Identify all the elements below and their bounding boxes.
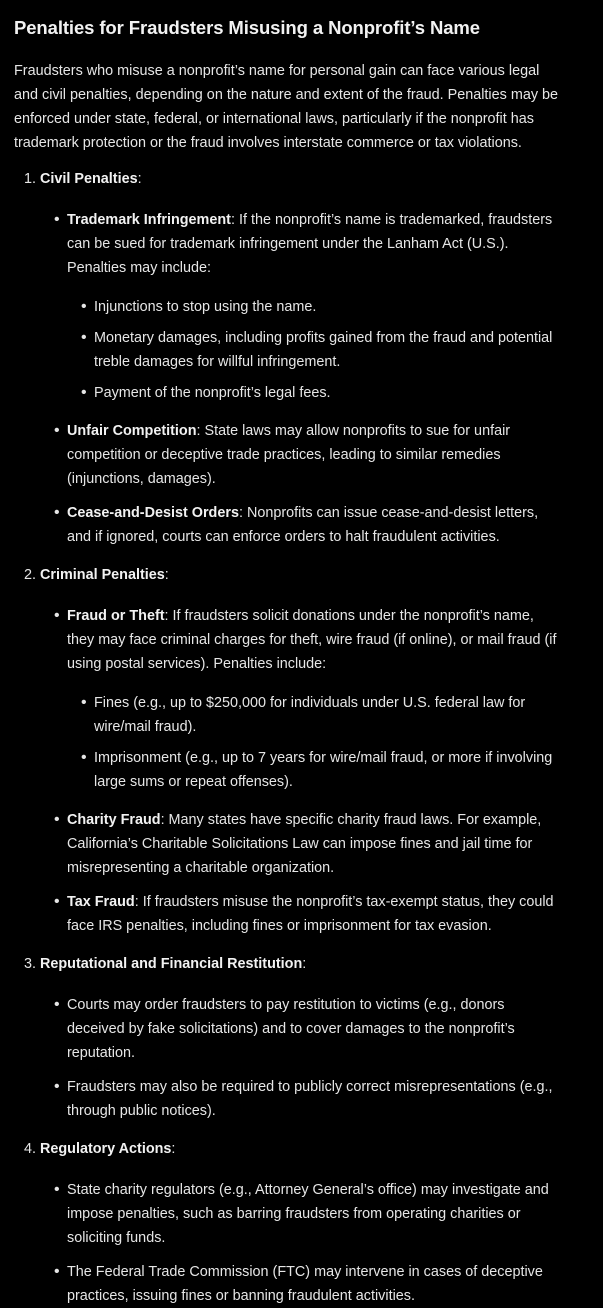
point-text: Fraudsters may also be required to publicly correct misrepresentations (e.g., through public notices). — [67, 1079, 553, 1119]
bullet-icon: • — [81, 298, 87, 315]
point-text: The Federal Trade Commission (FTC) may intervene in cases of deceptive practices, issuing fines or banning fraudulent activities. — [67, 1264, 543, 1304]
list-item — [40, 993, 563, 1065]
list-item — [40, 1260, 563, 1308]
page-title: Penalties for Fraudsters Misusing a Nonprofit’s Name — [14, 17, 480, 38]
sub-list — [67, 295, 563, 405]
section-number: 3. — [24, 956, 37, 972]
list-item — [40, 890, 563, 938]
list-item — [40, 1075, 563, 1123]
sections-list — [14, 167, 563, 1308]
point-term: Trademark Infringement — [67, 212, 231, 228]
sub-list-item — [67, 381, 563, 405]
bullet-icon: • — [54, 996, 60, 1013]
point-text: : Many states have specific charity fraud laws. For example, California’s Charitable Solicitations Law can impose fines and jail time for misrepresenting a charitable organization. — [67, 812, 542, 876]
section-heading: Reputational and Financial Restitution: — [40, 956, 307, 972]
sub-item-text: Injunctions to stop using the name. — [94, 299, 317, 315]
intro-paragraph: Fraudsters who misuse a nonprofit’s name for personal gain can face various legal and civil penalties, depending on the nature and extent of the fraud. Penalties may be enforced under state, federal, or international laws, particularly if the nonprofit has trademark protection or the fraud involves interstate commerce or tax violations. — [14, 63, 559, 151]
bullet-icon: • — [54, 893, 60, 910]
sub-item-text: Fines (e.g., up to $250,000 for individuals under U.S. federal law for wire/mail fraud). — [94, 695, 526, 735]
section-item — [14, 167, 563, 549]
point-text: : If fraudsters solicit donations under the nonprofit’s name, they may face criminal charges for theft, wire fraud (if online), or mail fraud (if using postal services). Penalties include: — [67, 608, 557, 672]
bullet-icon: • — [81, 384, 87, 401]
points-list — [40, 604, 563, 938]
points-list — [40, 208, 563, 549]
sub-list — [67, 691, 563, 794]
section-item — [14, 1137, 563, 1308]
section-heading-text: Reputational and Financial Restitution — [40, 956, 303, 972]
bullet-icon: • — [54, 1078, 60, 1095]
section-heading-text: Regulatory Actions — [40, 1141, 172, 1157]
section-item — [14, 563, 563, 938]
point-text: : Nonprofits can issue cease-and-desist letters, and if ignored, courts can enforce orders to halt fraudulent activities. — [67, 505, 539, 545]
point-term: Tax Fraud — [67, 894, 135, 910]
bullet-icon: • — [54, 504, 60, 521]
sub-list-item — [67, 295, 563, 319]
bullet-icon: • — [54, 422, 60, 439]
bullet-icon: • — [54, 811, 60, 828]
section-heading: Regulatory Actions: — [40, 1141, 176, 1157]
sub-item-text: Payment of the nonprofit’s legal fees. — [94, 385, 331, 401]
points-list — [40, 993, 563, 1123]
list-item — [40, 808, 563, 880]
section-heading: Civil Penalties: — [40, 171, 142, 187]
sub-item-text: Monetary damages, including profits gained from the fraud and potential treble damages for willful infringement. — [94, 330, 553, 370]
point-text: : If fraudsters misuse the nonprofit’s tax-exempt status, they could face IRS penalties, including fines or imprisonment for tax evasion. — [67, 894, 554, 934]
point-term: Unfair Competition — [67, 423, 197, 439]
sub-list-item — [67, 326, 563, 374]
section-item — [14, 952, 563, 1123]
section-heading-text: Civil Penalties — [40, 171, 138, 187]
bullet-icon: • — [54, 1181, 60, 1198]
list-item — [40, 1178, 563, 1250]
bullet-icon: • — [81, 329, 87, 346]
point-term: Charity Fraud — [67, 812, 161, 828]
bullet-icon: • — [81, 749, 87, 766]
bullet-icon: • — [54, 211, 60, 228]
list-item — [40, 419, 563, 491]
list-item — [40, 501, 563, 549]
section-heading-text: Criminal Penalties — [40, 567, 165, 583]
point-text: Courts may order fraudsters to pay restitution to victims (e.g., donors deceived by fake solicitations) and to cover damages to the nonprofit’s reputation. — [67, 997, 515, 1061]
bullet-icon: • — [54, 1263, 60, 1280]
bullet-icon: • — [81, 694, 87, 711]
section-number: 2. — [24, 567, 37, 583]
point-text: State charity regulators (e.g., Attorney General’s office) may investigate and impose penalties, such as barring fraudsters from operating charities or soliciting funds. — [67, 1182, 549, 1246]
point-text: : If the nonprofit’s name is trademarked, fraudsters can be sued for trademark infringement under the Lanham Act (U.S.). Penalties may include: — [67, 212, 553, 276]
list-item — [40, 604, 563, 794]
section-number: 4. — [24, 1141, 37, 1157]
bullet-icon: • — [54, 607, 60, 624]
sub-list-item — [67, 746, 563, 794]
section-number: 1. — [24, 171, 37, 187]
section-heading: Criminal Penalties: — [40, 567, 169, 583]
sub-item-text: Imprisonment (e.g., up to 7 years for wire/mail fraud, or more if involving large sums or repeat offenses). — [94, 750, 553, 790]
list-item — [40, 208, 563, 405]
sub-list-item — [67, 691, 563, 739]
point-text: : State laws may allow nonprofits to sue for unfair competition or deceptive trade practices, leading to similar remedies (injunctions, damages). — [67, 423, 511, 487]
point-term: Fraud or Theft — [67, 608, 165, 624]
points-list — [40, 1178, 563, 1308]
point-term: Cease-and-Desist Orders — [67, 505, 239, 521]
